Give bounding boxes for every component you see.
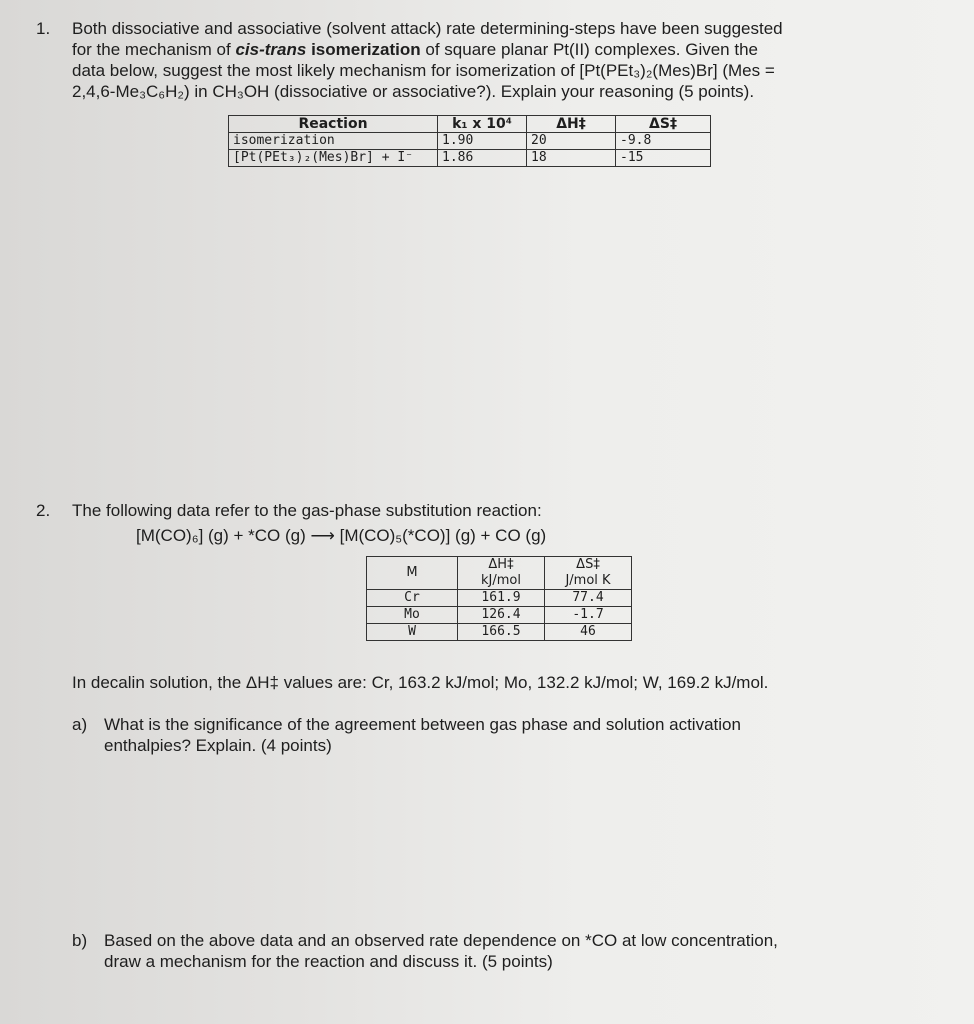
- isomerization-data-table: [228, 115, 711, 167]
- ds-label: ΔS‡: [576, 557, 600, 572]
- table-cell: isomerization: [229, 133, 438, 150]
- table-cell: 18: [527, 150, 616, 167]
- q1-isomerization: isomerization: [306, 40, 421, 59]
- ds-unit: J/mol K: [565, 573, 611, 588]
- col-header-reaction: Reaction: [229, 116, 438, 133]
- q1-line-2-post: of square planar Pt(II) complexes. Given the: [420, 40, 758, 59]
- table-cell: -9.8: [616, 133, 711, 150]
- table-cell: Mo: [367, 607, 458, 624]
- col-header-metal: M: [367, 557, 458, 590]
- reaction-equation: [M(CO)₆] (g) + *CO (g) ⟶ [M(CO)₅(*CO)] (g) + CO (g): [136, 526, 547, 545]
- table-cell: 46: [545, 624, 632, 641]
- q1-line-2-pre: for the mechanism of: [72, 40, 236, 59]
- table-row: [229, 133, 711, 150]
- table-cell: 1.86: [438, 150, 527, 167]
- col-header-ds: ΔS‡: [616, 116, 711, 133]
- q1-line-3: data below, suggest the most likely mechanism for isomerization of [Pt(PEt₃)₂(Mes)Br] (Mes =: [72, 61, 775, 80]
- q1-line-1: Both dissociative and associative (solvent attack) rate determining-steps have been suggested: [72, 19, 783, 38]
- table-cell: 20: [527, 133, 616, 150]
- part-a: [72, 714, 932, 756]
- table-header-row: [229, 116, 711, 133]
- table-cell: Cr: [367, 590, 458, 607]
- table-cell: 126.4: [458, 607, 545, 624]
- col-header-dh: ΔH‡: [527, 116, 616, 133]
- col-header-dh: [458, 557, 545, 590]
- table-header-row: [367, 557, 632, 590]
- part-a-label: a): [72, 715, 88, 734]
- table-row: [367, 607, 632, 624]
- question-2-number: 2.: [36, 501, 51, 520]
- question-1-number: 1.: [36, 19, 51, 38]
- q1-cis-trans: cis-trans: [235, 40, 307, 59]
- part-a-line-1: What is the significance of the agreement between gas phase and solution activation: [104, 715, 741, 734]
- table-cell: 77.4: [545, 590, 632, 607]
- part-b: [72, 930, 932, 972]
- table-cell: 161.9: [458, 590, 545, 607]
- table-row: [229, 150, 711, 167]
- q1-line-2: [72, 39, 936, 60]
- col-header-ds: [545, 557, 632, 590]
- table-cell: 166.5: [458, 624, 545, 641]
- table-cell: W: [367, 624, 458, 641]
- part-b-line-2: draw a mechanism for the reaction and discuss it. (5 points): [104, 952, 553, 971]
- part-a-line-2: enthalpies? Explain. (4 points): [104, 736, 332, 755]
- table-cell: -15: [616, 150, 711, 167]
- col-header-k1: k₁ x 10⁴: [438, 116, 527, 133]
- q1-line-4: 2,4,6-Me₃C₆H₂) in CH₃OH (dissociative or associative?). Explain your reasoning (5 points).: [72, 82, 755, 101]
- table-cell: -1.7: [545, 607, 632, 624]
- table-row: [367, 590, 632, 607]
- table-row: [367, 624, 632, 641]
- q2-intro: The following data refer to the gas-phase substitution reaction:: [72, 501, 542, 520]
- dh-unit: kJ/mol: [481, 573, 521, 588]
- decalin-solution-note: In decalin solution, the ΔH‡ values are: Cr, 163.2 kJ/mol; Mo, 132.2 kJ/mol; W, 169.2 kJ/mol.: [72, 673, 769, 692]
- dh-label: ΔH‡: [488, 557, 514, 572]
- table-cell: 1.90: [438, 133, 527, 150]
- part-b-line-1: Based on the above data and an observed rate dependence on *CO at low concentration,: [104, 931, 778, 950]
- table-cell: [Pt(PEt₃)₂(Mes)Br] + I⁻: [229, 150, 438, 167]
- question-1: [36, 18, 936, 102]
- part-b-label: b): [72, 931, 88, 950]
- question-2: [36, 500, 936, 546]
- substitution-data-table: [366, 556, 632, 641]
